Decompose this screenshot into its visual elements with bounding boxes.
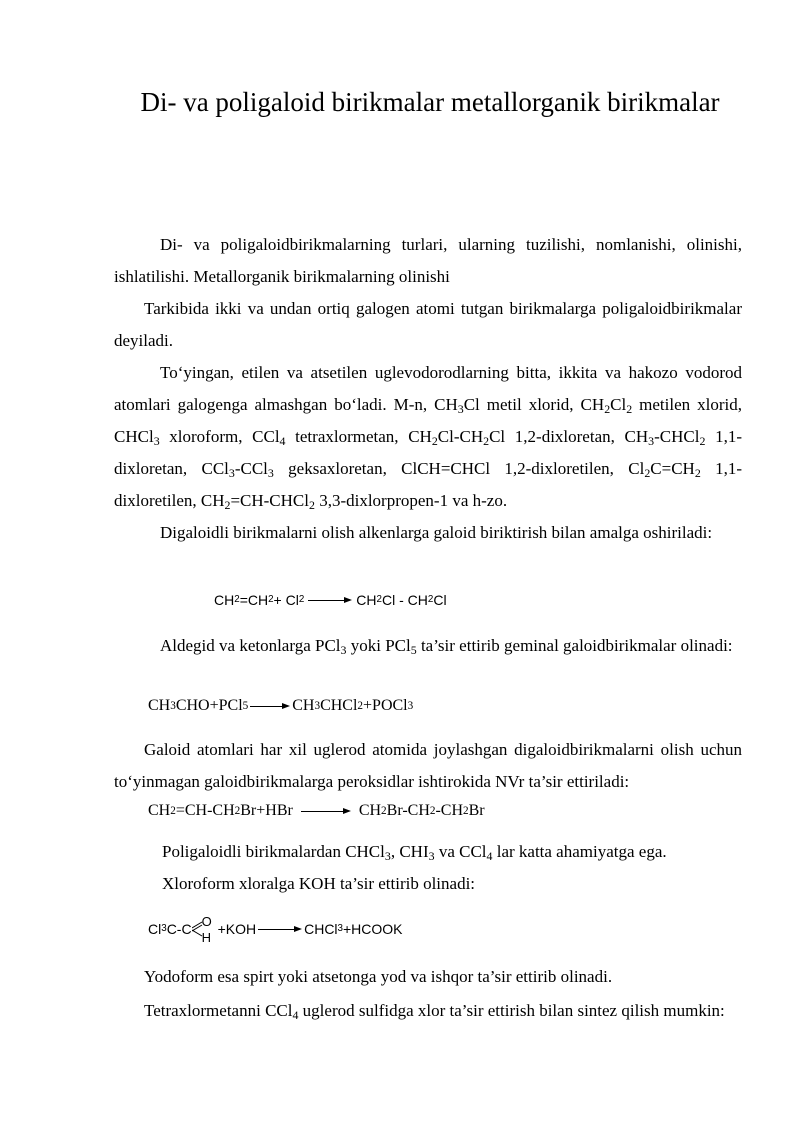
intro-paragraph: Di- va poligaloidbirikmalarning turlari, ularning tuzilishi, nomlanishi, olinishi, ishlatilishi. Metallorganik birikmalarning olinishi	[114, 235, 742, 286]
tetrachloromethan-paragraph: Tetraxlormetanni CCl$_4$ uglerod sulfidga xlor ta’sir ettirish bilan sintez qilish mumkin:	[144, 1001, 725, 1022]
important-compounds-line: Poligaloidli birikmalardan CHCl$_3$, $CHI_3$ va CCl$_4$ lar katta ahamiyatga ega.	[162, 842, 667, 863]
reaction-arrow-icon	[308, 595, 352, 605]
aldehyde-group: O H	[192, 914, 218, 944]
iodoform-line: Yodoform esa spirt yoki atsetonga yod va ishqor ta’sir ettirib olinadi.	[144, 967, 613, 986]
reaction-arrow-icon	[250, 701, 290, 711]
equation-alkene-chlorination: CH 2 =CH 2 + Cl 2 CH 2 Cl - CH 2 Cl	[214, 592, 447, 608]
reaction-arrow-icon	[258, 924, 302, 934]
definition-paragraph: Tarkibida ikki va undan ortiq galogen atomi tutgan birikmalarga poligaloidbirikmalar deyiladi.	[114, 299, 742, 350]
preparation-paragraph: Digaloidli birikmalarni olish alkenlarga galoid biriktirish bilan amalga oshiriladi:	[160, 523, 713, 542]
page-title: Di- va poligaloid birikmalar metallorganik birikmalar	[140, 87, 720, 117]
equation-chloral-koh: Cl 3 C-C O H +KOH CHCl 3 +HCOOK	[148, 914, 403, 945]
equation-hbr-addition: CH 2 =CH-CH 2 Br+HBr CH 2 Br-CH 2 -CH 2 Br	[148, 802, 485, 819]
peroxide-paragraph: Galoid atomlari har xil uglerod atomida joylashgan digaloidbirikmalarni olish uchun to‘yinmagan galoidbirikmalarga peroksidlar ishtirokida NVr ta’sir ettiriladi:	[114, 740, 742, 791]
equation-aldehyde-pcl5: CH 3 CHO+PCl 5 CH 3 CHCl 2 +POCl 3	[148, 697, 414, 714]
geminal-paragraph: Aldegid va ketonlarga PCl$_3$ yoki PCl$_5$ ta’sir ettirib geminal galoidbirikmalar olinadi:	[160, 636, 733, 657]
chloroform-line: Xloroform xloralga KOH ta’sir ettirib olinadi:	[162, 874, 476, 893]
reaction-arrow-icon	[301, 806, 351, 816]
examples-paragraph: To‘yingan, etilen va atsetilen uglevodorodlarning bitta, ikkita va hakozo vodorod atomlari galogenga almashgan bo‘ladi. M-n, $CH_3Cl$ metil xlorid, $CH_2Cl_2$ metilen xlorid, CHCl$_3$ xloroform, CCl$_4$ tetraxlormetan, $CH_2Cl-CH_2Cl$ 1,2-dixloretan, $CH_3-CHCl_2$ 1,1-dixloretan, CCl$_3$-CCl$_3$ geksaxloretan, ClCH=CHCl 1,2-dixloretilen, $Cl_2C=CH_2$ 1,1-dixloretilen, $CH_2=CH-CHCl_2$ 3,3-dixlorpropen-1 va h-zo.	[114, 363, 742, 512]
